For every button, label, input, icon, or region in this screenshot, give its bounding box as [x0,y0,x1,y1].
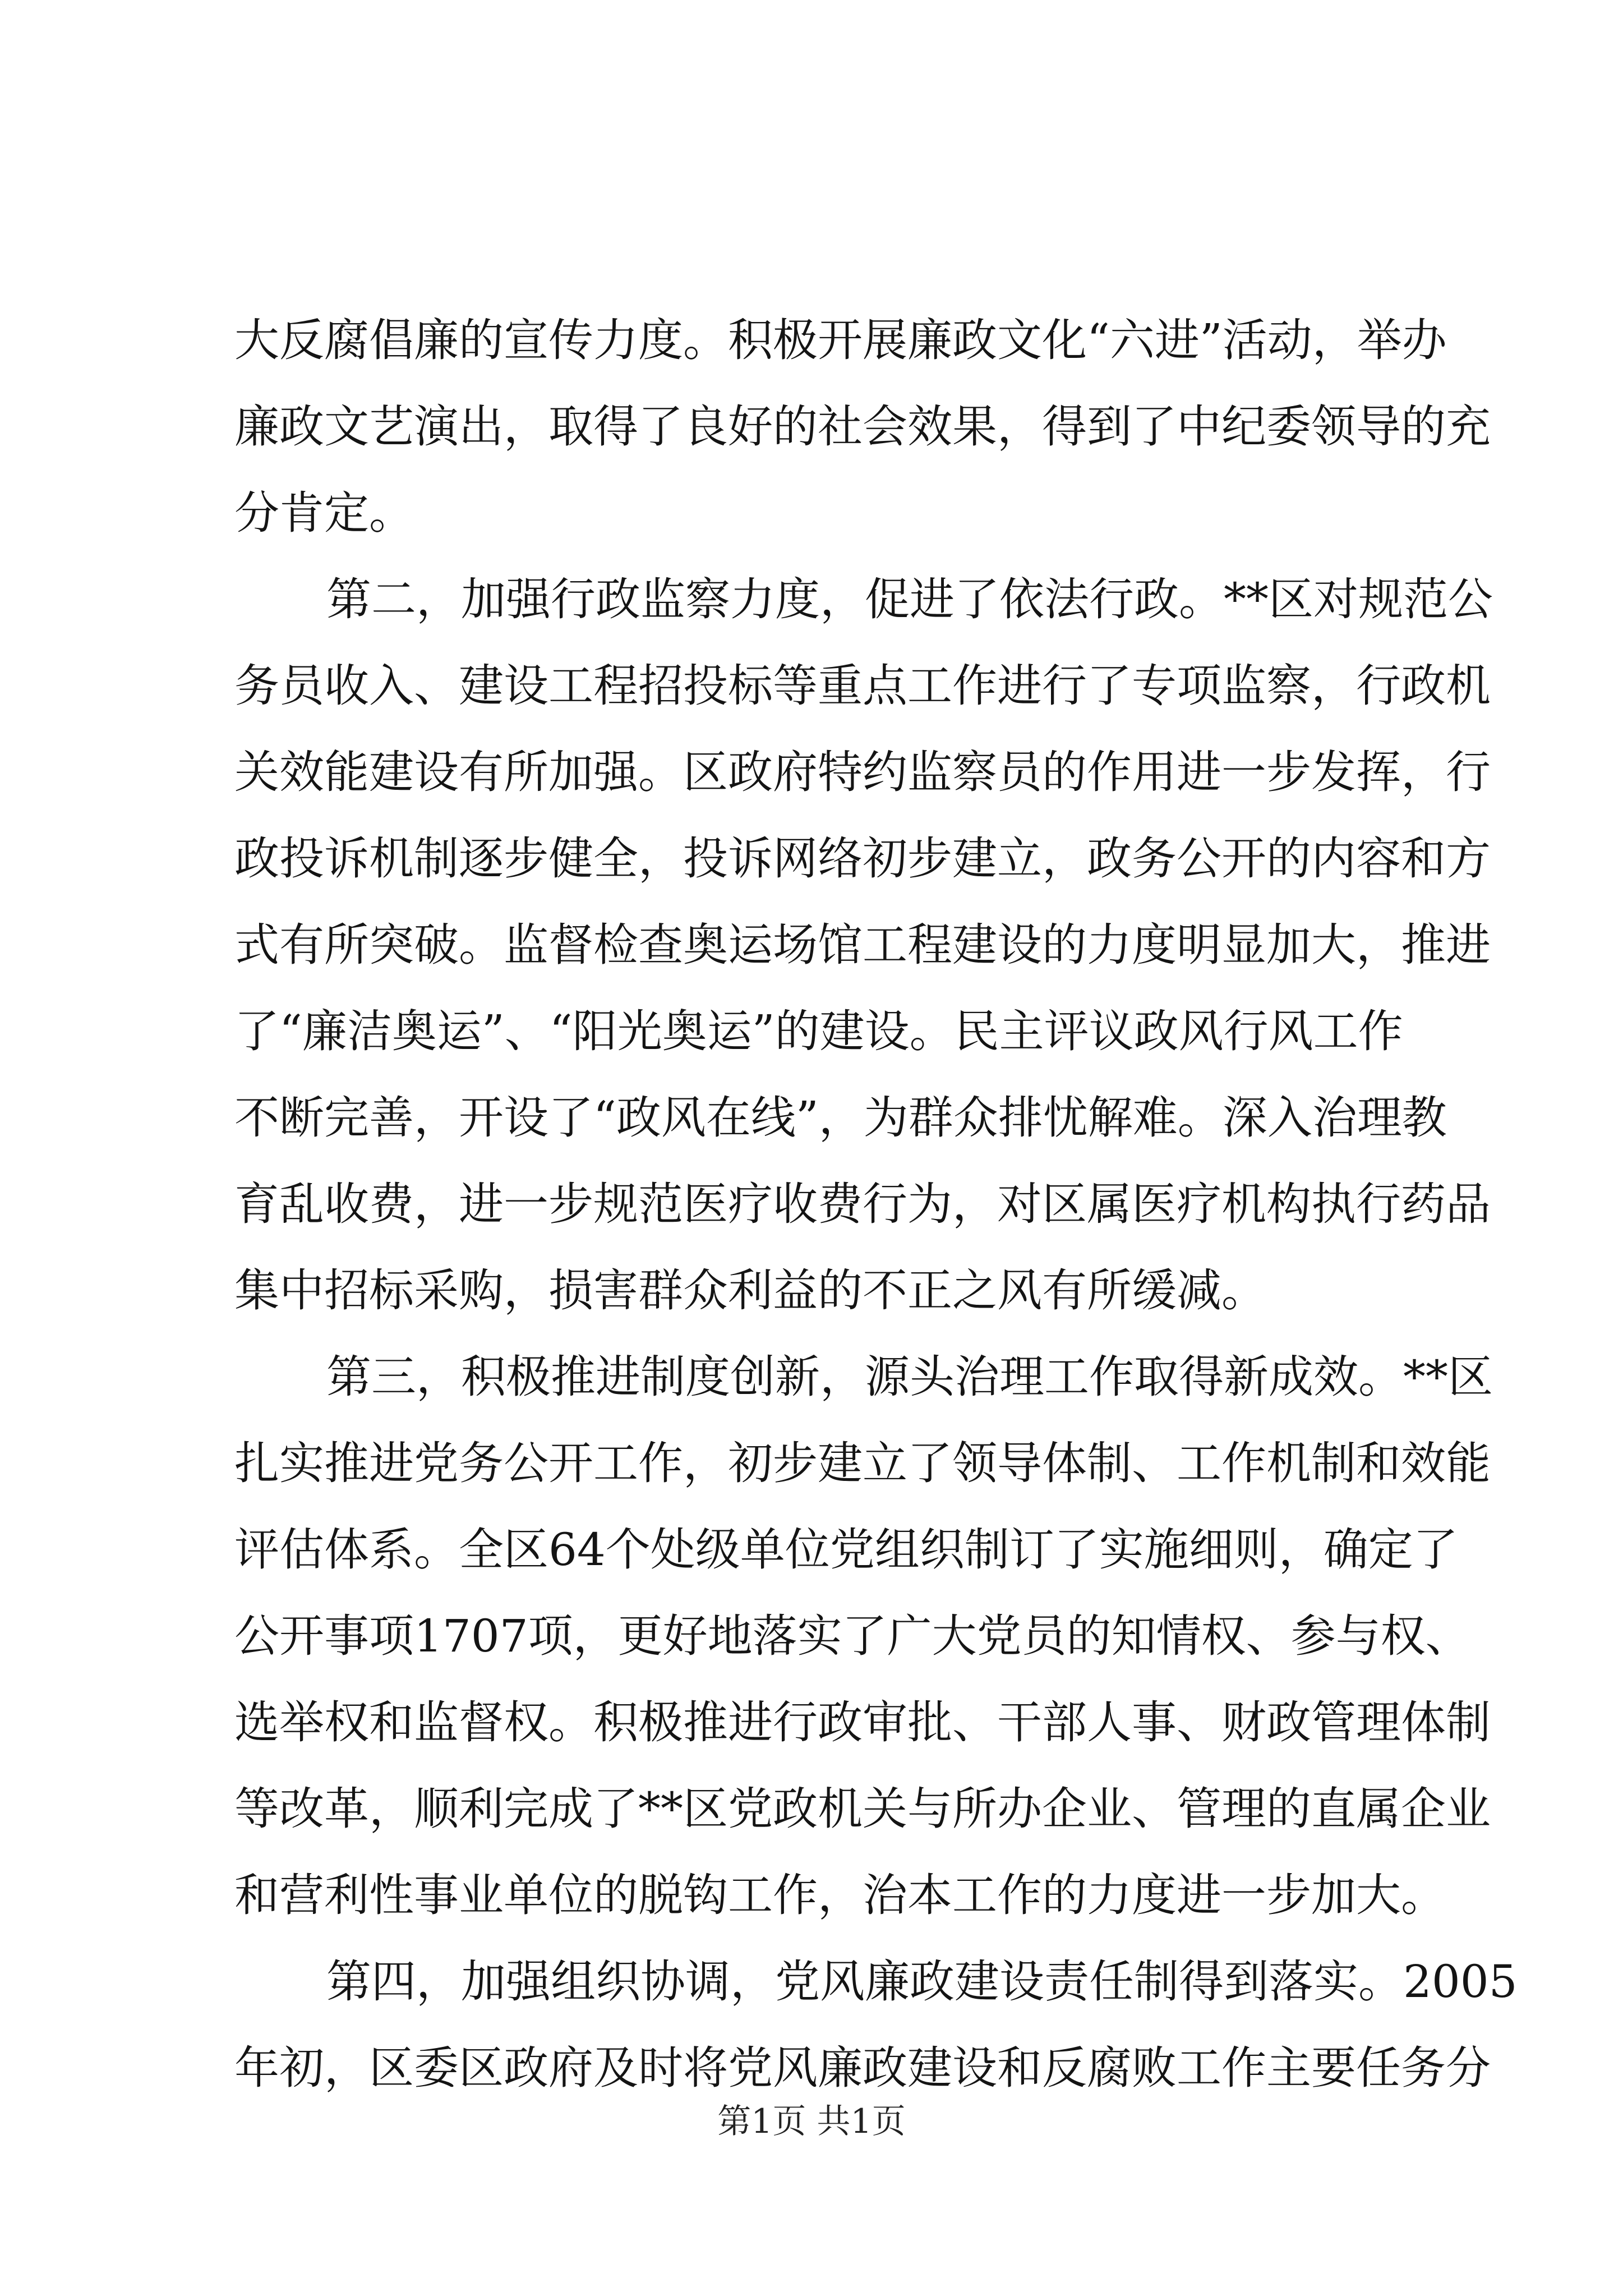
paragraph-line: 和营利性事业单位的脱钩工作，治本工作的力度进一步加大。 [234,1869,1446,1921]
paragraph-line: 廉政文艺演出，取得了良好的社会效果，得到了中纪委领导的充 [234,401,1491,453]
paragraph-line: 第二，加强行政监察力度，促进了依法行政。**区对规范公 [326,573,1493,625]
paragraph-line: 选举权和监督权。积极推进行政审批、干部人事、财政管理体制 [234,1696,1491,1749]
paragraph-line: 大反腐倡廉的宣传力度。积极开展廉政文化“六进”活动，举办 [234,314,1447,366]
paragraph-line: 扎实推进党务公开工作，初步建立了领导体制、工作机制和效能 [234,1437,1491,1489]
paragraph-line: 不断完善，开设了“政风在线”，为群众排忧解难。深入治理教 [234,1092,1447,1144]
paragraph-line: 育乱收费，进一步规范医疗收费行为，对区属医疗机构执行药品 [234,1178,1491,1230]
page-footer [0,2099,1623,2144]
paragraph-line: 公开事项1707项，更好地落实了广大党员的知情权、参与权、 [234,1610,1470,1662]
paragraph-line: 第三，积极推进制度创新，源头治理工作取得新成效。**区 [326,1351,1493,1403]
paragraph-line: 政投诉机制逐步健全，投诉网络初步建立，政务公开的内容和方 [234,832,1491,885]
paragraph-line: 务员收入、建设工程招投标等重点工作进行了专项监察，行政机 [234,660,1491,712]
paragraph-line: 式有所突破。监督检查奥运场馆工程建设的力度明显加大，推进 [234,919,1491,971]
paragraph-line: 年初，区委区政府及时将党风廉政建设和反腐败工作主要任务分 [234,2042,1491,2094]
paragraph-line: 了“廉洁奥运”、“阳光奥运”的建设。民主评议政风行风工作 [234,1005,1403,1057]
paragraph-line: 第四，加强组织协调，党风廉政建设责任制得到落实。2005 [326,1955,1518,2008]
paragraph-line: 集中招标采购，损害群众利益的不正之风有所缓减。 [234,1264,1266,1317]
paragraph-line: 分肯定。 [234,487,414,539]
paragraph-line: 关效能建设有所加强。区政府特约监察员的作用进一步发挥，行 [234,746,1491,798]
page-number-label: 第1页 共1页 [717,2102,906,2141]
paragraph-line: 等改革，顺利完成了**区党政机关与所办企业、管理的直属企业 [234,1783,1491,1835]
paragraph-line: 评估体系。全区64个处级单位党组织制订了实施细则，确定了 [234,1524,1458,1576]
document-body [234,297,1518,2111]
